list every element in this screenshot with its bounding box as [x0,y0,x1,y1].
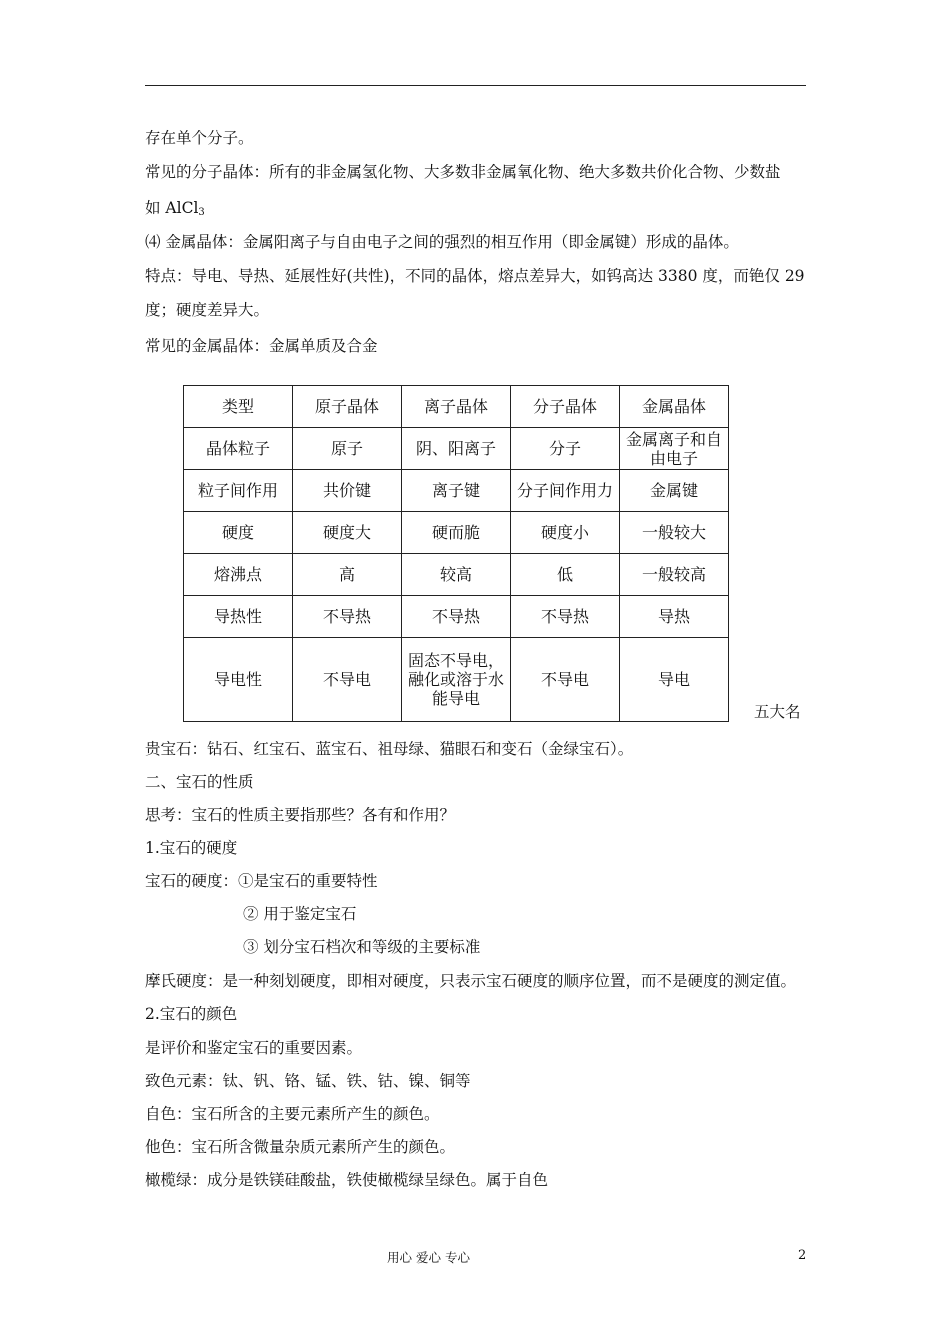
table-cell: 不导热 [511,596,620,638]
table-cell: 晶体粒子 [184,428,293,470]
table-row [184,554,729,596]
table-cell: 不导电 [293,638,402,722]
table-cell: 金属离子和自由电子 [620,428,729,470]
table-row [184,428,729,470]
text-line: 常见的金属晶体：金属单质及合金 [145,337,378,355]
table-cell: 硬度小 [511,512,620,554]
table-header-cell: 分子晶体 [511,386,620,428]
table-cell: 硬而脆 [402,512,511,554]
table-cell: 粒子间作用 [184,470,293,512]
text-line: 摩氏硬度：是一种刻划硬度，即相对硬度，只表示宝石硬度的顺序位置，而不是硬度的测定值。 [145,972,797,990]
table-cell: 分子间作用力 [511,470,620,512]
text-line: 存在单个分子。 [145,129,254,147]
table-cell: 不导热 [402,596,511,638]
table-cell: 共价键 [293,470,402,512]
table-cell: 硬度大 [293,512,402,554]
text-line: 他色：宝石所含微量杂质元素所产生的颜色。 [145,1138,456,1156]
table-cell: 离子键 [402,470,511,512]
table-cell: 一般较高 [620,554,729,596]
table-cell: 金属键 [620,470,729,512]
table-cell: 导热性 [184,596,293,638]
table-cell: 固态不导电，融化或溶于水能导电 [402,638,511,722]
table-cell: 阴、阳离子 [402,428,511,470]
text-line [145,198,205,223]
table-cell: 硬度 [184,512,293,554]
subsection-heading: 2.宝石的颜色 [145,1005,238,1023]
table-row [184,638,729,722]
table-cell: 不导电 [511,638,620,722]
table-header-row [184,386,729,428]
table-cell: 高 [293,554,402,596]
text-line: 特点：导电、导热、延展性好(共性)，不同的晶体，熔点差异大，如钨高达 3380 度，而铯仅 29 [145,267,805,285]
text-line: 宝石的硬度：①是宝石的重要特性 [145,872,378,890]
table-cell: 导电性 [184,638,293,722]
table-cell: 较高 [402,554,511,596]
section-heading: 二、宝石的性质 [145,773,254,791]
table-header-cell: 离子晶体 [402,386,511,428]
table-row [184,470,729,512]
table-cell: 导电 [620,638,729,722]
table-cell: 一般较大 [620,512,729,554]
text-line: ② 用于鉴定宝石 [243,905,357,923]
table-row [184,512,729,554]
table-cell: 导热 [620,596,729,638]
table-header-cell: 原子晶体 [293,386,402,428]
page-number: 2 [798,1248,807,1263]
text-line: 橄榄绿：成分是铁镁硅酸盐，铁使橄榄绿呈绿色。属于自色 [145,1171,549,1189]
subsection-heading: 1.宝石的硬度 [145,839,238,857]
text-line: 度；硬度差异大。 [145,301,270,319]
text-line: 思考：宝石的性质主要指那些？各有和作用？ [145,806,456,824]
text-line: 五大名 [754,703,801,721]
text-line: ③ 划分宝石档次和等级的主要标准 [243,938,481,956]
table-cell: 低 [511,554,620,596]
table-header-cell: 类型 [184,386,293,428]
page-footer: 用心 爱心 专心 [387,1250,470,1265]
alcl-prefix: 如 AlCl [145,199,199,217]
text-line: 是评价和鉴定宝石的重要因素。 [145,1039,363,1057]
header-rule [145,85,806,86]
table-cell: 不导热 [293,596,402,638]
table-header-cell: 金属晶体 [620,386,729,428]
table-cell: 分子 [511,428,620,470]
alcl-subscript: 3 [198,207,205,218]
text-line: 自色：宝石所含的主要元素所产生的颜色。 [145,1105,440,1123]
table-row [184,596,729,638]
crystal-types-table [183,385,729,722]
text-line: 贵宝石：钻石、红宝石、蓝宝石、祖母绿、猫眼石和变石（金绿宝石）。 [145,740,634,758]
text-line: ⑷ 金属晶体：金属阳离子与自由电子之间的强烈的相互作用（即金属键）形成的晶体。 [145,233,739,251]
table-cell: 原子 [293,428,402,470]
text-line: 常见的分子晶体：所有的非金属氢化物、大多数非金属氧化物、绝大多数共价化合物、少数盐 [145,163,781,181]
table-cell: 熔沸点 [184,554,293,596]
text-line: 致色元素：钛、钒、铬、锰、铁、钴、镍、铜等 [145,1072,471,1090]
